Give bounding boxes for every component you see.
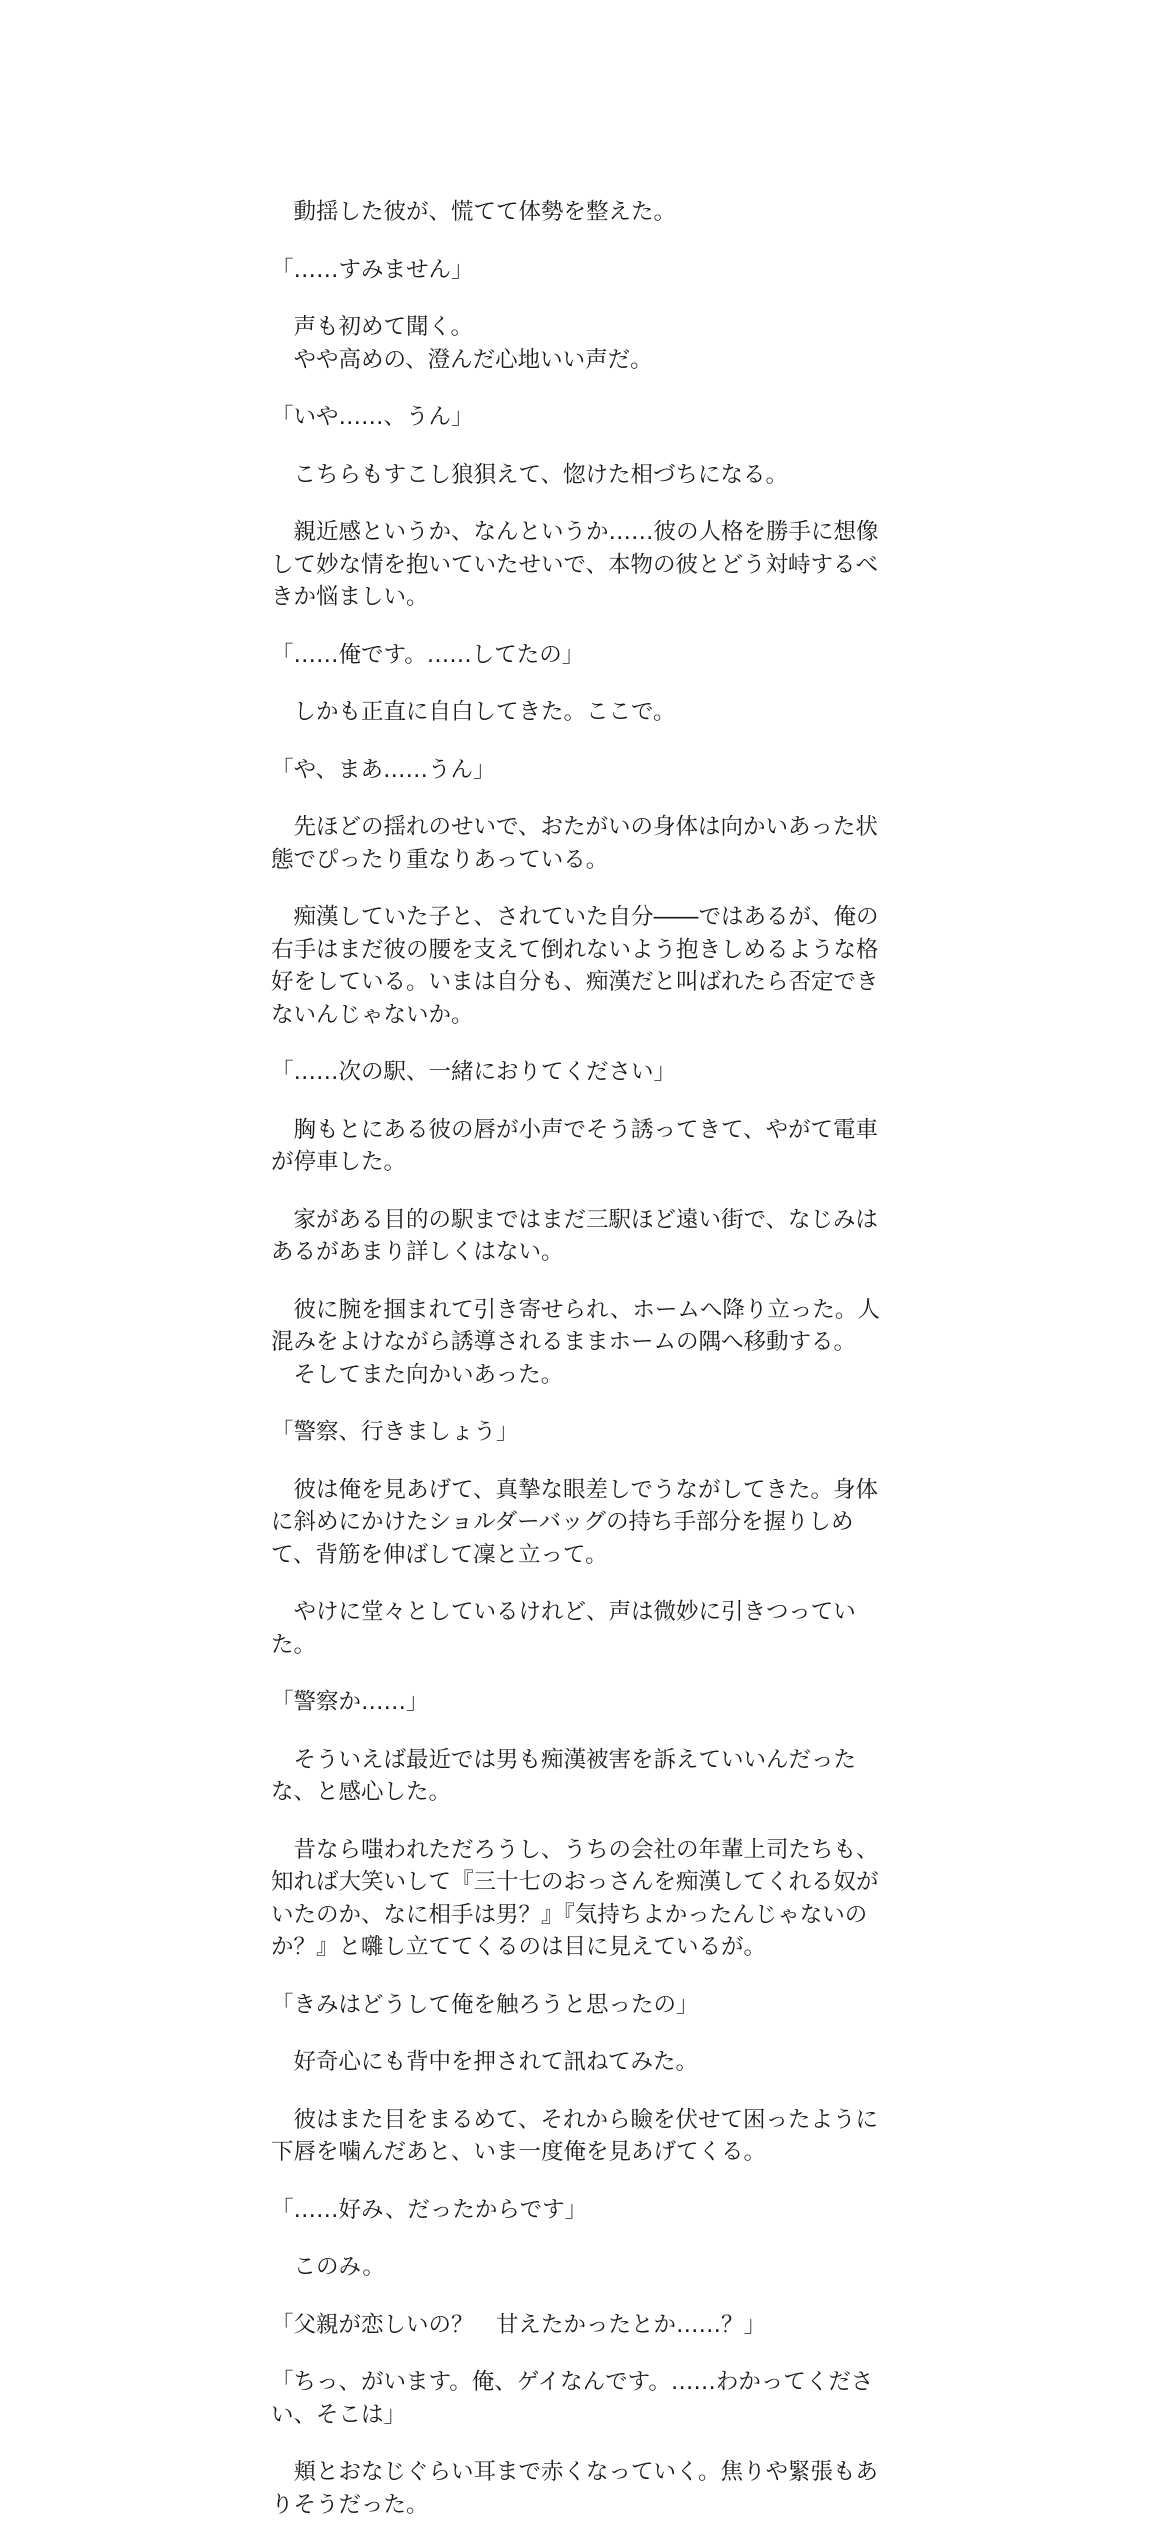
- paragraph: [271, 1834, 901, 1964]
- text-line: 「……次の駅、一緒におりてください」: [271, 1059, 677, 1085]
- text-line: か？』と囃し立ててくるのは目に見えているが。: [271, 1934, 767, 1960]
- paragraph: [271, 1596, 901, 1661]
- text-line: いたのか、なに相手は男？』『気持ちよかったんじゃないの: [271, 1901, 868, 1928]
- text-line: 「父親が恋しいの？ 甘えたかったとか……？」: [271, 2311, 767, 2338]
- text-line: 「警察か……」: [271, 1689, 429, 1715]
- paragraph: [271, 516, 901, 614]
- paragraph: [271, 2046, 901, 2079]
- text-line: が停車した。: [271, 1149, 407, 1175]
- text-line: りそうだった。: [271, 2491, 429, 2518]
- paragraph: [271, 1114, 901, 1179]
- paragraph: [271, 459, 901, 492]
- text-line: 親近感というか、なんというか……彼の人格を勝手に想像: [271, 519, 879, 545]
- paragraph: [271, 901, 901, 1031]
- text-line: 声も初めて聞く。: [271, 314, 474, 340]
- text-line: 好奇心にも背中を押されて訊ねてみた。: [271, 2049, 698, 2075]
- paragraph: [271, 196, 901, 229]
- text-line: 混みをよけながら誘導されるままホームの隅へ移動する。: [271, 1329, 857, 1355]
- paragraph: [271, 1204, 901, 1269]
- text-line: やけに堂々としているけれど、声は微妙に引きつってい: [271, 1599, 856, 1625]
- text-line: そしてまた向かいあった。: [271, 1361, 564, 1388]
- text-line: 彼に腕を掴まれて引き寄せられ、ホームへ降り立った。人: [271, 1296, 880, 1323]
- text-line: 「……すみません」: [271, 256, 474, 283]
- text-line: 「……俺です。……してたの」: [271, 641, 585, 668]
- text-line: い、そこは」: [271, 2401, 407, 2428]
- text-line: 昔なら嗤われただろうし、うちの会社の年輩上司たちも、: [271, 1836, 879, 1863]
- text-line: 「ちっ、がいます。俺、ゲイなんです。……わかってくださ: [271, 2369, 874, 2395]
- text-line: 彼はまた目をまるめて、それから瞼を伏せて困ったように: [271, 2106, 879, 2133]
- paragraph: [271, 2194, 901, 2227]
- text-line: な、と感心した。: [271, 1779, 452, 1805]
- paragraph: [271, 2366, 901, 2431]
- text-line: あるがあまり詳しくはない。: [271, 1239, 564, 1265]
- text-line: 「や、まあ……うん」: [271, 756, 496, 783]
- text-line: こちらもすこし狼狽えて、惚けた相づちになる。: [271, 461, 789, 488]
- text-line: 痴漢していた子と、されていた自分――ではあるが、俺の: [271, 904, 879, 930]
- text-line: 「……好み、だったからです」: [271, 2196, 588, 2223]
- text-line: 右手はまだ彼の腰を支えて倒れないよう抱きしめるような格: [271, 936, 879, 963]
- text-line: 「警察、行きましょう」: [271, 1419, 519, 1445]
- text-line: に斜めにかけたショルダーバッグの持ち手部分を握りしめ: [271, 1509, 854, 1535]
- text-line: 「きみはどうして俺を触ろうと思ったの」: [271, 1991, 699, 2018]
- paragraph: [271, 1474, 901, 1572]
- document-body: [271, 196, 901, 2546]
- text-line: て、背筋を伸ばして凜と立って。: [271, 1541, 608, 1568]
- paragraph: [271, 2104, 901, 2169]
- paragraph: [271, 1294, 901, 1392]
- paragraph: [271, 2309, 901, 2342]
- text-line: 「いや……、うん」: [271, 404, 474, 430]
- paragraph: [271, 2251, 901, 2284]
- paragraph: [271, 1056, 901, 1089]
- text-line: きか悩ましい。: [271, 584, 429, 610]
- paragraph: [271, 1416, 901, 1449]
- paragraph: [271, 1744, 901, 1809]
- text-line: ないんじゃないか。: [271, 1001, 474, 1028]
- paragraph: [271, 754, 901, 787]
- text-line: 好をしている。いまは自分も、痴漢だと叫ばれたら否定でき: [271, 969, 879, 995]
- text-line: た。: [271, 1631, 317, 1658]
- paragraph: [271, 811, 901, 876]
- paragraph: [271, 401, 901, 434]
- text-line: 下唇を噛んだあと、いま一度俺を見あげてくる。: [271, 2139, 767, 2165]
- text-line: 先ほどの揺れのせいで、おたがいの身体は向かいあった状: [271, 814, 878, 840]
- text-line: 頬とおなじぐらい耳まで赤くなっていく。焦りや緊張もあ: [271, 2459, 879, 2485]
- text-line: そういえば最近では男も痴漢被害を訴えていいんだった: [271, 1746, 857, 1773]
- text-line: やや高めの、澄んだ心地いい声だ。: [271, 346, 653, 373]
- text-line: 胸もとにある彼の唇が小声でそう誘ってきて、やがて電車: [271, 1116, 879, 1143]
- paragraph: [271, 254, 901, 287]
- paragraph: [271, 1686, 901, 1719]
- text-line: 動揺した彼が、慌てて体勢を整えた。: [271, 199, 677, 225]
- paragraph: [271, 311, 901, 376]
- text-line: 彼は俺を見あげて、真摯な眼差しでうながしてきた。身体: [271, 1476, 879, 1503]
- text-line: して妙な情を抱いていたせいで、本物の彼とどう対峙するべ: [271, 551, 879, 578]
- text-line: しかも正直に自白してきた。ここで。: [271, 699, 676, 725]
- paragraph: [271, 639, 901, 672]
- text-line: 家がある目的の駅まではまだ三駅ほど遠い街で、なじみは: [271, 1206, 879, 1233]
- paragraph: [271, 696, 901, 729]
- paragraph: [271, 1989, 901, 2022]
- text-line: 態でぴったり重なりあっている。: [271, 846, 609, 873]
- text-line: 知れば大笑いして『三十七のおっさんを痴漢してくれる奴が: [271, 1869, 879, 1895]
- paragraph: [271, 2456, 901, 2521]
- text-line: このみ。: [271, 2254, 385, 2280]
